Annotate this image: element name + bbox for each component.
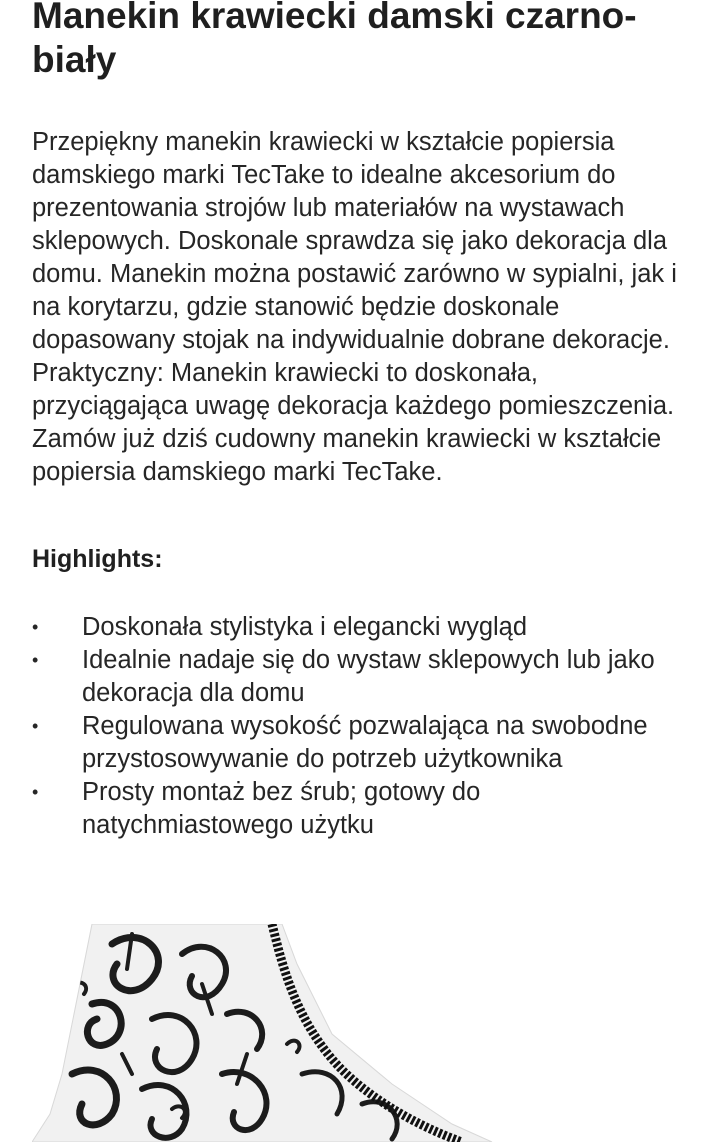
highlight-text: Doskonała stylistyka i elegancki wygląd	[82, 613, 528, 641]
product-title: Manekin krawiecki damski czarno-biały	[32, 0, 637, 80]
bullet-icon: •	[32, 782, 39, 802]
list-item	[32, 710, 672, 776]
bullet-icon: •	[32, 716, 39, 736]
product-description: Przepiękny manekin krawiecki w kształcie popiersia damskiego marki TecTake to idealne akcesorium do prezentowania strojów lub materiałów na wystawach sklepowych. Doskonale sprawdza się jako dekoracja dla domu. Manekin można postawić zarówno w sypialni, jak i na korytarzu, gdzie stanowić będzie doskonale dopasowany stojak na indywidualnie dobrane dekoracje. Praktyczny: Manekin krawiecki to doskonała, przyciągająca uwagę dekoracja każdego pomieszczenia. Zamów już dziś cudowny manekin krawiecki w kształcie popiersia damskiego marki TecTake.	[32, 128, 677, 486]
highlight-text: Regulowana wysokość pozwalająca na swobodne przystosowywanie do potrzeb użytkownika	[82, 712, 648, 773]
highlights-heading: Highlights:	[32, 545, 163, 573]
bullet-icon: •	[32, 650, 39, 670]
highlight-text: Prosty montaż bez śrub; gotowy do natychmiastowego użytku	[82, 778, 481, 839]
mannequin-image	[32, 924, 532, 1142]
list-item	[32, 776, 672, 842]
list-item	[32, 611, 672, 644]
highlight-text: Idealnie nadaje się do wystaw sklepowych lub jako dekoracja dla domu	[82, 646, 655, 707]
highlights-list	[32, 611, 672, 842]
bullet-icon: •	[32, 617, 39, 637]
list-item	[32, 644, 672, 710]
